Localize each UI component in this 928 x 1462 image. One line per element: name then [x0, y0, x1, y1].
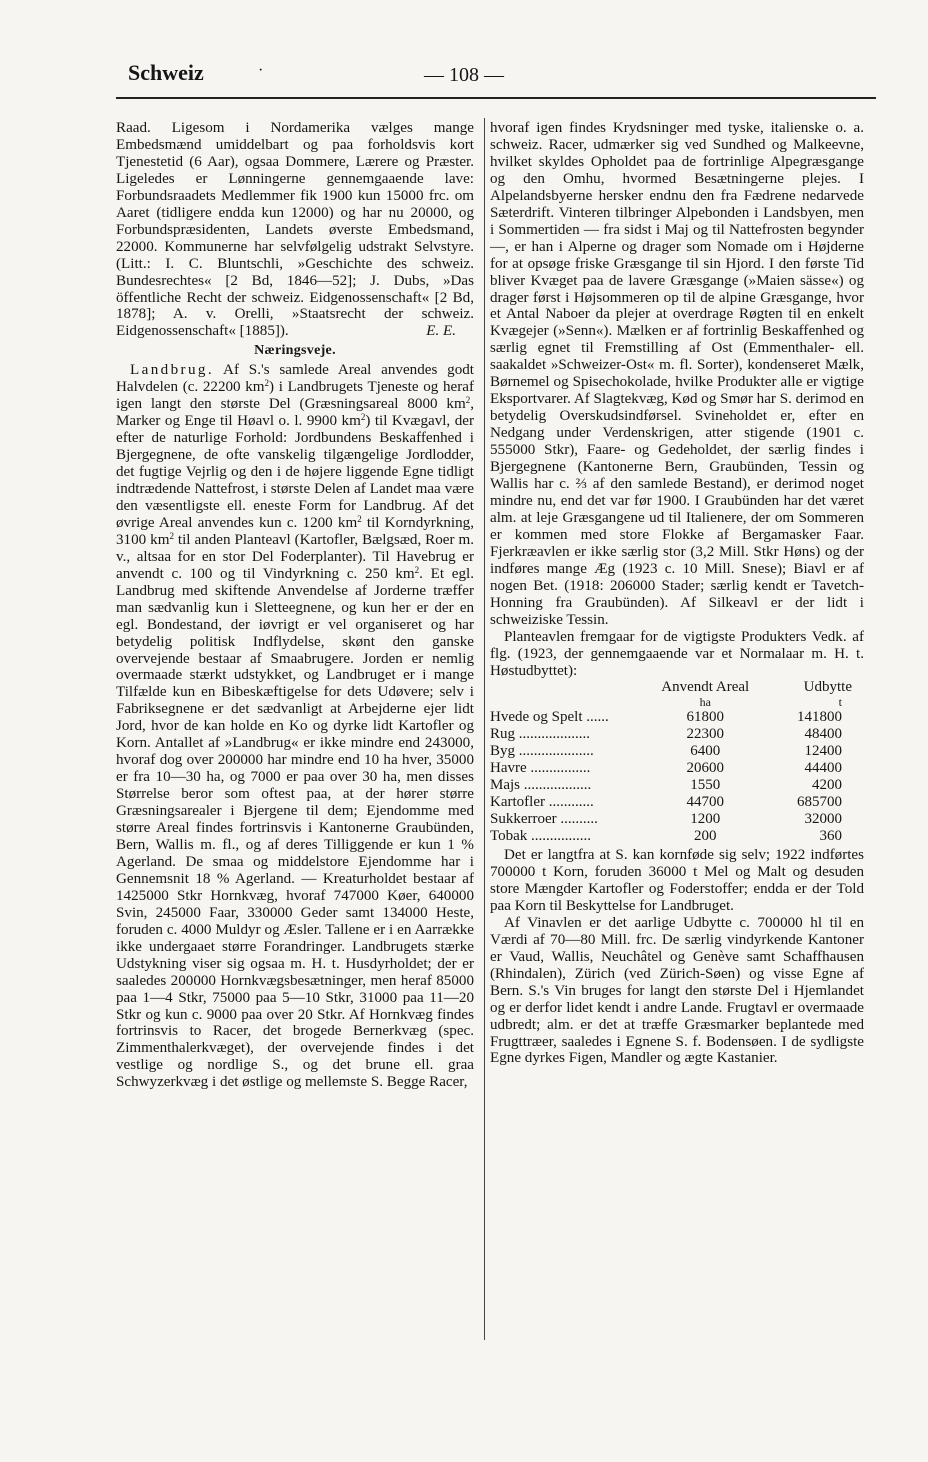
header-dot: · — [258, 62, 264, 79]
page-header — [0, 0, 928, 100]
crop-rows — [490, 709, 856, 845]
paragraph-cattle — [490, 120, 864, 629]
header-rule — [116, 97, 876, 99]
section-heading: Næringsveje. — [254, 343, 336, 359]
crop-name: Tobak ................ — [490, 828, 592, 845]
crop-header-blank — [490, 679, 660, 696]
crop-yield: 4200 — [812, 777, 842, 794]
crop-row — [490, 743, 856, 760]
crop-yield: 44400 — [804, 760, 842, 777]
crop-yield: 685700 — [797, 794, 842, 811]
col-header-area: Anvendt Areal — [661, 679, 750, 696]
crop-name: Sukkerroer .......... — [490, 811, 598, 828]
superscript: 2 — [357, 513, 362, 524]
unit-area: ha — [699, 695, 711, 710]
crop-area: 61800 — [686, 709, 724, 726]
crop-area: 1200 — [690, 811, 721, 828]
paragraph-text: Det er langtfra at S. kan kornføde sig selv; 1922 indførtes 700000 t Korn, foruden 36000 t Mel og Malt og desuden store Mængder Kartofler og Foderstoffer; endda er der Told paa Korn til Beskyttelse for Landbruget. — [490, 847, 864, 914]
crop-yield: 141800 — [797, 709, 842, 726]
paragraph-text: Af Vinavlen er det aarlige Udbytte c. 700000 hl til en Værdi af 70—80 Mill. frc. De særlig vindyrkende Kantoner er Vaud, Wallis, Neuchâtel og Genève samt Schaffhausen (Rhindalen), Zürich (ved Zürich-Søen) og visse Egne af Bern. S.'s Vin bruges for langt den største Del i Hjemlandet og er derfor lidet kendt i andre Lande. Frugtavl er overmaade udbredt; alm. er det at træffe Græsmarker beplantede med Frugttræer, saaledes i Egnene S. f. Bodensøen. I de sydligste Egne dyrkes Figen, Mandler og ægte Kastanier. — [490, 914, 864, 1067]
superscript: 2 — [414, 564, 420, 575]
superscript: 2 — [360, 412, 366, 423]
crop-table-units — [490, 696, 856, 709]
crop-yield: 360 — [819, 828, 842, 845]
crop-row — [490, 760, 856, 777]
crop-row — [490, 828, 856, 845]
crop-row — [490, 777, 856, 794]
superscript: 2 — [264, 378, 270, 389]
crop-row — [490, 794, 856, 811]
paragraph-text: hvoraf igen findes Krydsninger med tyske, italienske o. a. schweiz. Racer, udmærker sig ved Sundhed og Malkeevne, hvilket skyldes Opholdet paa de fortrinlige Alpegræsgange og den Omhu, hvormed Besætningerne plejes. I Alpelandsbyerne hersker endnu den fra Fædrene nedarvede Sæterdrift. Vinteren tilbringer Alpebonden i Landsbyen, men i Sommertiden — fra sidst i Maj og til Nattefrosten begynder —, er han i Alperne og drager som Nomade om i Højderne for at opsøge friske Græsgange til sin Hjord. I den første Tid bliver Kvæget paa de lavere Græsgange (»Maien sässe«) og drager først i Højsommeren op til de alpine Græsgange, hvor et Antal Naboer da plejer at overdrage Røgten til en enkelt Kvægejer (»Senn«). Mælken er af fortrinlig Beskaffenhed og særlig egnet til Fremstilling af Ost (Emmenthaler- ell. saakaldet »Schweizer-Ost« m. fl. Sorter), kondenseret Mælk, Børnemel og Spisechokolade, hvilke Produkter alle er vigtige Eksportvarer. Af Slagtekvæg, Kød og Smør har S. derimod en betydelig Overskudsindførsel. Svineholdet er, efter en Nedgang under Verdenskrigen, atter stigende (1901 c. 555000 Stkr), Faare- og Gedeholdet, der særlig findes i Bjergegnene (Kantonerne Bern, Graubünden, Tessin og Wallis har c. ⅔ af den samlede Bestand), er derimod noget mindre nu, end det var før 1900. I Graubünden har det været alm. at leje Græsgangene ud til Italienere, der om Sommeren er kommen med store Flokke af Bergamasker Faar. Fjerkræavlen er ikke særlig stor (3,2 Mill. Stkr Høns) og der indføres mange Æg (1923 c. 10 Mill. Snese); Biavl er af nogen Bet. (1918: 206000 Stader; særlig kendt er Tavetch-Honning fra Graubünden). Af Silkeavl er der lidt i schweiziske Tessin. — [490, 120, 864, 628]
crop-table — [490, 679, 856, 845]
text-run: . Et egl. Landbrug med skiftende Anvendelse af Jorderne træffer man sædvanlig kun i Sletteegnene, og kun her er der en egl. Bondestand, der iøvrigt er vel organiseret og har betydelig politisk Indflydelse, skønt den ganske overvejende bestaar af Smaabrugere. Jorden er nemlig overmaade stærkt udstykket, og Landbruget er i mange Tilfælde kun en Bibeskæftigelse for dets Udøvere; selv i Fabriksegnene er det sædvanligt at Arbejderne ejer lidt Jord, hvor de kan holde en Ko og dyrke lidt Kartofler og Korn. Antallet af »Landbrug« er ikke mindre end 243000, hvoraf dog over 200000 har mindre end 10 ha hver, 35000 er fra 10—30 ha, og 7000 er paa over 30 ha, men disses Størrelse beror som oftest paa, at der hører større Græsningsarealer i Bjergene til dem; Ejendomme med større Areal findes fortrinsvis i Kantonerne Graubünden, Bern, Wallis m. fl., og af deres Tilliggende er kun 1 % Agerland. De smaa og middelstore Ejendomme har i Gennemsnit 18 % Agerland. — Kreaturholdet bestaar af 1425000 Stkr Hornkvæg, hvoraf 747000 Køer, 640000 Svin, 245000 Faar, 330000 Geder samt 134000 Heste, foruden c. 4000 Muldyr og Æsler. Tallene er i en Aarrække ikke undergaaet større Forandringer. Landbrugets stærke Udstykning viser sig ogsaa m. H. t. Husdyrholdet; der er saaledes 200000 Hornkvægsbesætninger, men heraf 85000 paa 1—4 Stkr, 75000 paa 5—10 Stkr, 31000 paa 11—20 Stkr og kun c. 9000 paa over 20 Stkr. Af Hornkvæg findes fortrinsvis to Racer, det brogede Bernerkvæg (spec. Zimmenthalerkvæget), der overvejende findes i det vestlige og nordlige S., og det brune ell. graa Schwyzerkvæg i det østlige og mellemste S. Begge Racer, — [116, 565, 474, 1091]
text-run: , Marker og Enge til Høavl o. l. 9900 km — [116, 396, 474, 430]
crop-row — [490, 726, 856, 743]
text-run: ) til Kvægavl, der efter de naturlige Forhold: Jordbundens Beskaffenhed i Bjergegnene, de ofte vanskelig tilgængelige Jordlodder, det fugtige Vejrlig og den i de højere liggende Egne tidligt indtrædende Nattefrost, i største Delen af Landet maa være den væsentligste ell. eneste Form for Landbrug. Af det øvrige Areal anvendes kun c. 1200 km — [116, 413, 474, 531]
crop-area: 6400 — [690, 743, 721, 760]
crop-area: 200 — [694, 828, 717, 845]
crop-yield: 12400 — [804, 743, 842, 760]
crop-table-header — [490, 679, 856, 696]
crop-name: Rug ................... — [490, 726, 591, 743]
crop-area: 22300 — [686, 726, 724, 743]
crop-name: Majs .................. — [490, 777, 592, 794]
superscript: 2 — [169, 530, 174, 541]
crop-area: 20600 — [686, 760, 724, 777]
paragraph-text: Raad. Ligesom i Nordamerika vælges mange Embedsmænd umiddelbart og paa forholdsvis kort Tjenestetid (6 Aar), ogsaa Dommere, Lærere og Præster. Ligeledes er Lønningerne gennemgaaende lave: Forbundsraadets Medlemmer fik 1900 kun 15000 frc. om Aaret (tidligere endda kun 12000) og har nu 20000, og Forbundspræsidenten, Landets øverste Embedsmand, 22000. Kommunerne har selvfølgelig udstrakt Selvstyre. (Litt.: I. C. Bluntschli, »Geschichte des schweiz. Bundesrechtes« [2 Bd, 1846—52]; J. Dubs, »Das öffentliche Recht der schweiz. Eidgenossenschaft« [2 Bd, 1878]; A. v. Orelli, »Staatsrecht der schweiz. Eidgenossenschaft« [1885]). — [116, 120, 474, 340]
paragraph-landbrug — [116, 362, 474, 1091]
superscript: 2 — [465, 395, 471, 406]
crop-yield: 32000 — [804, 811, 842, 828]
text-run: til Korndyrkning, 3100 km — [116, 514, 474, 548]
column-divider — [484, 118, 485, 1340]
crop-area: 44700 — [686, 794, 724, 811]
page-number: — 108 — — [424, 64, 504, 86]
unit-blank — [490, 696, 660, 709]
crop-name: Kartofler ............ — [490, 794, 594, 811]
crop-row — [490, 811, 856, 828]
text-run: ) i Landbrugets Tjeneste og heraf igen langt den største Del (Græsningsareal 8000 km — [116, 379, 474, 413]
crop-name: Byg .................... — [490, 743, 594, 760]
paragraph-wine — [490, 915, 864, 1068]
left-column — [116, 120, 474, 1091]
paragraph-crops-intro — [490, 629, 864, 680]
author-signature: E. E. — [426, 323, 456, 340]
crop-row — [490, 709, 856, 726]
paragraph-constitution — [116, 120, 474, 340]
paragraph-grain-import — [490, 847, 864, 915]
text-run: til anden Planteavl (Kartofler, Bælgsæd, Roer m. v., altsaa for en stor Del Foderplanter). Til Havebrug er anvendt c. 100 og til Vindyrkning c. 250 km — [116, 531, 475, 582]
paragraph-text: Planteavlen fremgaar for de vigtigste Produkters Vedk. af flg. (1923, der gennemgaaende var et Normalaar m. H. t. Høstudbyttet): — [490, 628, 864, 679]
right-column — [490, 120, 864, 1067]
text-run: Af S.'s samlede Areal anvendes godt Halvdelen (c. 22200 km — [116, 362, 474, 396]
crop-yield: 48400 — [804, 726, 842, 743]
crop-name: Havre ................ — [490, 760, 591, 777]
running-title: Schweiz — [128, 60, 204, 85]
lead-word: Landbrug. — [130, 362, 215, 379]
unit-yield: t — [838, 695, 842, 710]
crop-name: Hvede og Spelt ...... — [490, 709, 609, 726]
col-header-yield: Udbytte — [803, 679, 852, 696]
crop-area: 1550 — [690, 777, 721, 794]
